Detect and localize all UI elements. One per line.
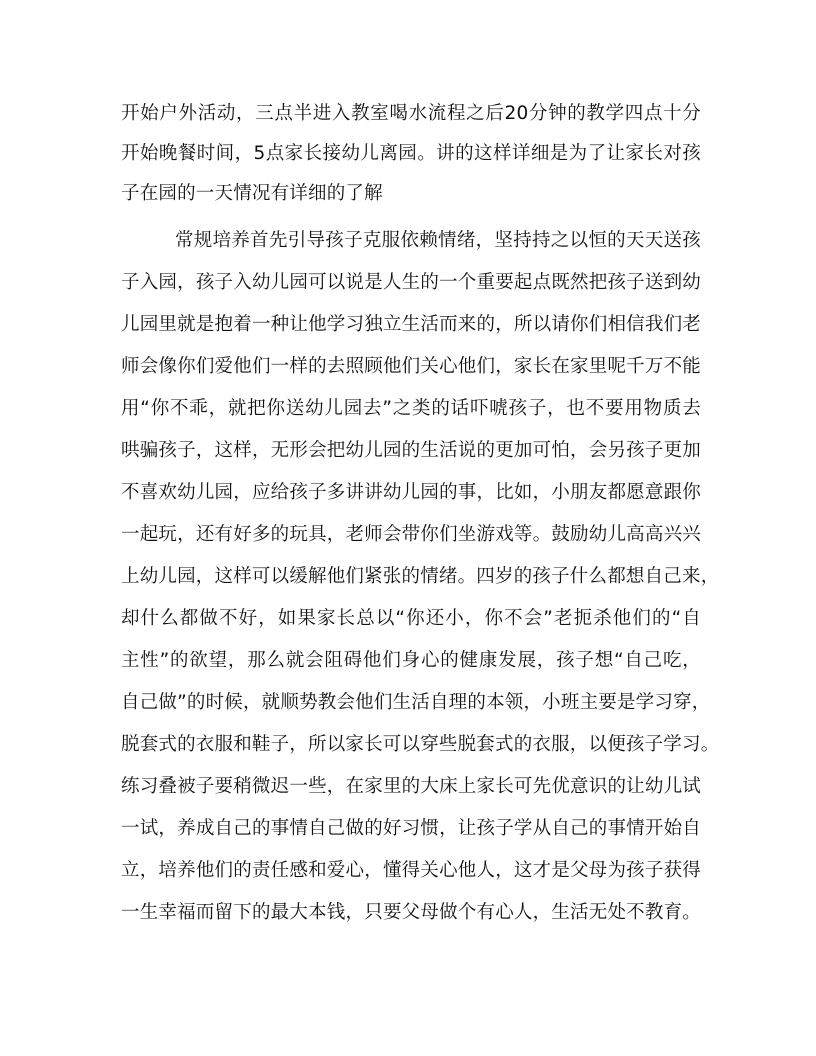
paragraph-1-line-3: 子在园的一天情况有详细的了解: [121, 183, 383, 204]
paragraph-2-line-10: 却什么都做不好，如果家长总以“你还小，你不会”老扼杀他们的“自: [121, 608, 701, 629]
paragraph-1-line-2: 开始晚餐时间，5点家长接幼儿离园。讲的这样详细是为了让家长对孩: [121, 143, 701, 164]
paragraph-2-line-16: 立，培养他们的责任感和爱心，懂得关心他人，这才是父母为孩子获得: [121, 860, 701, 881]
paragraph-2-line-1: 常规培养首先引导孩子克服依赖情绪，坚持持之以恒的天天送孩: [175, 230, 701, 251]
paragraph-2-line-13: 脱套式的衣服和鞋子，所以家长可以穿些脱套式的衣服，以便孩子学习。: [121, 734, 720, 755]
paragraph-2-line-8: 一起玩，还有好多的玩具，老师会带你们坐游戏等。鼓励幼儿高高兴兴: [121, 524, 701, 545]
paragraph-2-line-5: 用“你不乖，就把你送幼儿园去”之类的话吓唬孩子，也不要用物质去: [121, 398, 701, 419]
paragraph-2-line-9: 上幼儿园，这样可以缓解他们紧张的情绪。四岁的孩子什么都想自己来，: [121, 566, 720, 587]
paragraph-2-line-4: 师会像你们爱他们一样的去照顾他们关心他们，家长在家里呢千万不能: [121, 356, 701, 377]
paragraph-2-line-11: 主性”的欲望，那么就会阻碍他们身心的健康发展，孩子想“自己吃，: [121, 650, 701, 671]
paragraph-2-line-2: 子入园，孩子入幼儿园可以说是人生的一个重要起点既然把孩子送到幼: [121, 272, 701, 293]
paragraph-1-line-1: 开始户外活动，三点半进入教室喝水流程之后20分钟的教学四点十分: [121, 103, 701, 124]
paragraph-2-line-12: 自己做”的时候，就顺势教会他们生活自理的本领，小班主要是学习穿，: [121, 692, 711, 713]
paragraph-2-line-7: 不喜欢幼儿园，应给孩子多讲讲幼儿园的事，比如，小朋友都愿意跟你: [121, 482, 701, 503]
paragraph-2-line-15: 一试，养成自己的事情自己做的好习惯，让孩子学从自己的事情开始自: [121, 818, 701, 839]
paragraph-2-line-17: 一生幸福而留下的最大本钱，只要父母做个有心人，生活无处不教育。: [121, 902, 701, 923]
paragraph-2-line-3: 儿园里就是抱着一种让他学习独立生活而来的，所以请你们相信我们老: [121, 314, 701, 335]
paragraph-2-line-14: 练习叠被子要稍微迟一些，在家里的大床上家长可先优意识的让幼儿试: [121, 776, 701, 797]
paragraph-2-line-6: 哄骗孩子，这样，无形会把幼儿园的生活说的更加可怕，会另孩子更加: [121, 440, 701, 461]
